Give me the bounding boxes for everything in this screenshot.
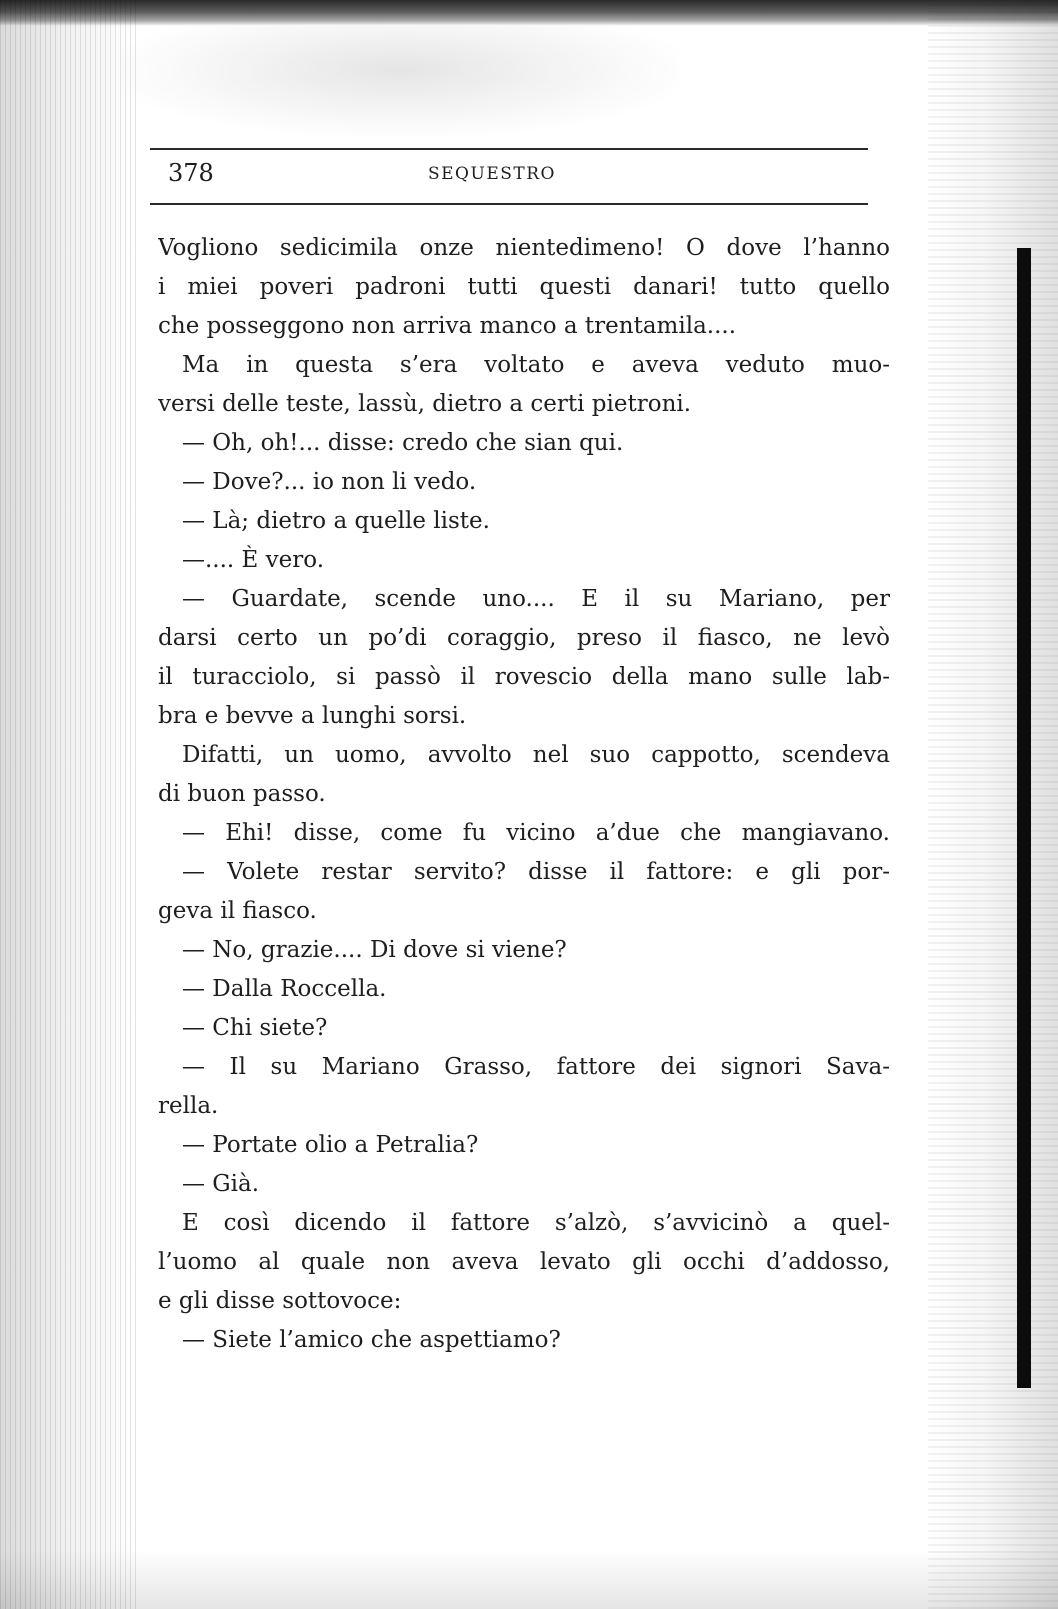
- running-title: SEQUESTRO: [428, 164, 556, 184]
- text-line: — Là; dietro a quelle liste.: [182, 508, 490, 534]
- text-line: — Volete restar servito? disse il fattore: e gli por-: [182, 859, 890, 885]
- text-line: Difatti, un uomo, avvolto nel suo cappotto, scendeva: [182, 742, 890, 768]
- text-line: — Il su Mariano Grasso, fattore dei signori Sava-: [182, 1054, 890, 1080]
- text-line: — Portate olio a Petralia?: [182, 1132, 479, 1158]
- text-line: — Già.: [182, 1171, 260, 1197]
- text-line: E così dicendo il fattore s’alzò, s’avvicinò a quel-: [182, 1210, 890, 1236]
- text-line: e gli disse sottovoce:: [158, 1288, 402, 1314]
- header-rule-top: [150, 148, 868, 150]
- scan-right-border: [1017, 248, 1031, 1388]
- text-line: che posseggono non arriva manco a trentamila....: [158, 313, 737, 339]
- text-line: — Siete l’amico che aspettiamo?: [182, 1327, 561, 1353]
- text-line: — No, grazie.... Di dove si viene?: [182, 937, 567, 963]
- text-line: l’uomo al quale non aveva levato gli occhi d’addosso,: [158, 1249, 890, 1275]
- text-line: darsi certo un po’di coraggio, preso il fiasco, ne levò: [158, 625, 890, 651]
- text-line: — Guardate, scende uno.... E il su Mariano, per: [182, 586, 890, 612]
- text-line: i miei poveri padroni tutti questi danari! tutto quello: [158, 274, 890, 300]
- text-line: Ma in questa s’era voltato e aveva veduto muo-: [182, 352, 890, 378]
- text-line: rella.: [158, 1093, 219, 1119]
- text-line: versi delle teste, lassù, dietro a certi pietroni.: [158, 391, 692, 417]
- text-line: — Chi siete?: [182, 1015, 328, 1041]
- text-line: — Dalla Roccella.: [182, 976, 387, 1002]
- text-line: — Ehi! disse, come fu vicino a’due che mangiavano.: [182, 820, 890, 846]
- text-line: — Oh, oh!... disse: credo che sian qui.: [182, 430, 624, 456]
- text-line: il turacciolo, si passò il rovescio della mano sulle lab-: [158, 664, 890, 690]
- scan-right-edge: [928, 0, 1058, 1609]
- scan-left-edge: [0, 0, 140, 1609]
- page-number: 378: [168, 159, 214, 187]
- text-line: —.... È vero.: [182, 547, 325, 573]
- text-line: bra e bevve a lunghi sorsi.: [158, 703, 467, 729]
- text-line: geva il fiasco.: [158, 898, 317, 924]
- scan-smudge: [120, 26, 680, 136]
- text-line: di buon passo.: [158, 781, 326, 807]
- header-rule-bottom: [150, 203, 868, 205]
- text-line: — Dove?... io non li vedo.: [182, 469, 477, 495]
- page-body: [158, 229, 890, 1360]
- text-line: Vogliono sedicimila onze nientedimeno! O dove l’hanno: [158, 235, 890, 261]
- scan-top-shadow: [0, 0, 1058, 26]
- scan-bottom-shadow: [0, 1549, 1058, 1609]
